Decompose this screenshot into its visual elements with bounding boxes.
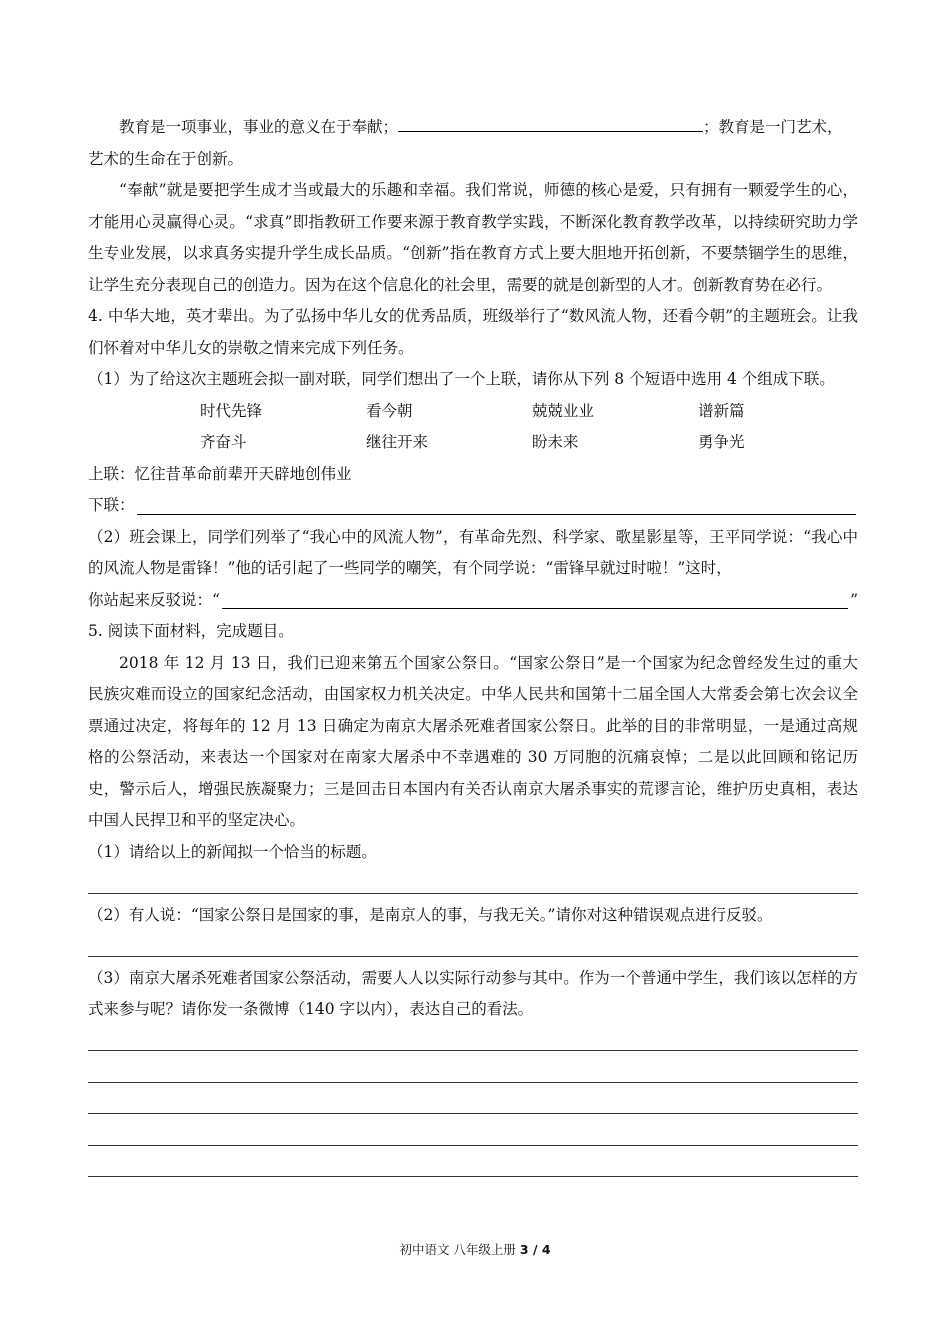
answer-row[interactable] bbox=[88, 1152, 858, 1184]
paragraph-text-a: 教育是一项事业，事业的意义在于奉献； bbox=[119, 118, 399, 136]
phrase-item: 兢兢业业 bbox=[532, 401, 595, 420]
phrase-item: 时代先锋 bbox=[200, 401, 263, 420]
worksheet-page bbox=[88, 112, 858, 1183]
question-4-1: （1）为了给这次主题班会拟一副对联，同学们想出了一个上联，请你从下列 8 个短语中选用 4 个组成下联。 bbox=[88, 370, 835, 388]
answer-row[interactable] bbox=[88, 1057, 858, 1089]
question-4: 4. 中华大地，英才辈出。为了弘扬中华儿女的优秀品质，班级举行了“数风流人物，还看今朝”的主题班会。让我们怀着对中华儿女的崇敬之情来完成下列任务。 bbox=[88, 307, 858, 357]
paragraph-text-c: 艺术的生命在于创新。 bbox=[88, 149, 244, 168]
question-5-2: （2）有人说：“国家公祭日是国家的事，是南京人的事，与我无关。”请你对这种错误观点进行反驳。 bbox=[88, 905, 773, 924]
paragraph-text-b: ；教育是一门艺术， bbox=[703, 118, 843, 136]
question-4-2: （2）班会课上，同学们列举了“我心中的风流人物”，有革命先烈、科学家、歌星影星等，王平同学说：“我心中的风流人物是雷锋！”他的话引起了一些同学的嘲笑，有个同学说：“雷锋早就过时啦！”这时， bbox=[88, 527, 858, 577]
footer-page-number: 3 / 4 bbox=[519, 1242, 551, 1257]
question-5-material: 2018 年 12 月 13 日，我们已迎来第五个国家公祭日。“国家公祭日”是一个国家为纪念曾经发生过的重大民族灾难而设立的国家纪念活动，由国家权力机关决定。中华人民共和国第十二届全国人大常委会第七次会议全票通过决定，将每年的 12 月 13 日确定为南京大屠杀死难者国家公祭日。此举的目的非常明显，一是通过高规格的公祭活动，来表达一个国家对在南家大屠杀中不幸遇难的 30 万同胞的沉痛哀悼；二是以此回顾和铭记历史，警示后人，增强民族凝聚力；三是回击日本国内有关否认南京大屠杀事实的荒谬言论，维护历史真相，表达中国人民捍卫和平的坚定决心。 bbox=[88, 653, 858, 829]
answer-row[interactable] bbox=[88, 1026, 858, 1058]
lower-couplet-label: 下联： bbox=[88, 496, 135, 514]
phrase-grid bbox=[88, 396, 858, 459]
answer-row[interactable] bbox=[88, 931, 858, 963]
lower-couplet-answer-line[interactable] bbox=[137, 494, 856, 515]
upper-couplet: 上联：忆往昔革命前辈开天辟地创伟业 bbox=[88, 464, 352, 483]
phrase-item: 继往开来 bbox=[366, 433, 429, 451]
question-5-1: （1）请给以上的新闻拟一个恰当的标题。 bbox=[88, 842, 377, 861]
paragraph-fill-blank bbox=[88, 112, 858, 175]
lower-couplet-row bbox=[88, 490, 858, 522]
page-footer bbox=[0, 1240, 950, 1258]
paragraph-explanation: “奉献”就是要把学生成才当或最大的乐趣和幸福。我们常说，师德的核心是爱，只有拥有一颗爱学生的心，才能用心灵赢得心灵。“求真”即指教研工作要来源于教育教学实践，不断深化教育教学改革，以持续研究助力学生专业发展，以求真务实提升学生成长品质。“创新”指在教育方式上要大胆地开拓创新，不要禁锢学生的思维，让学生充分表现自己的创造力。因为在这个信息化的社会里，需要的就是创新型的人才。创新教育势在必行。 bbox=[88, 181, 858, 294]
rebuttal-suffix: ” bbox=[850, 590, 858, 609]
rebuttal-prefix: 你站起来反驳说：“ bbox=[88, 590, 220, 609]
rebuttal-answer-line[interactable] bbox=[222, 588, 848, 609]
answer-row[interactable] bbox=[88, 1120, 858, 1152]
phrase-item: 勇争光 bbox=[698, 433, 745, 451]
phrase-item: 看今朝 bbox=[366, 401, 413, 420]
rebuttal-row bbox=[88, 585, 858, 617]
question-5-3: （3）南京大屠杀死难者国家公祭活动，需要人人以实际行动参与其中。作为一个普通中学生，我们该以怎样的方式来参与呢？请你发一条微博（140 字以内），表达自己的看法。 bbox=[88, 968, 858, 1018]
answer-row[interactable] bbox=[88, 868, 858, 900]
answer-row[interactable] bbox=[88, 1089, 858, 1121]
phrase-item: 谱新篇 bbox=[698, 401, 745, 420]
answer-blank-1[interactable] bbox=[398, 113, 703, 132]
question-5: 5. 阅读下面材料，完成题目。 bbox=[88, 622, 294, 640]
footer-course: 初中语文 八年级上册 bbox=[399, 1242, 520, 1257]
phrase-item: 盼未来 bbox=[532, 433, 579, 451]
phrase-item: 齐奋斗 bbox=[200, 433, 247, 451]
